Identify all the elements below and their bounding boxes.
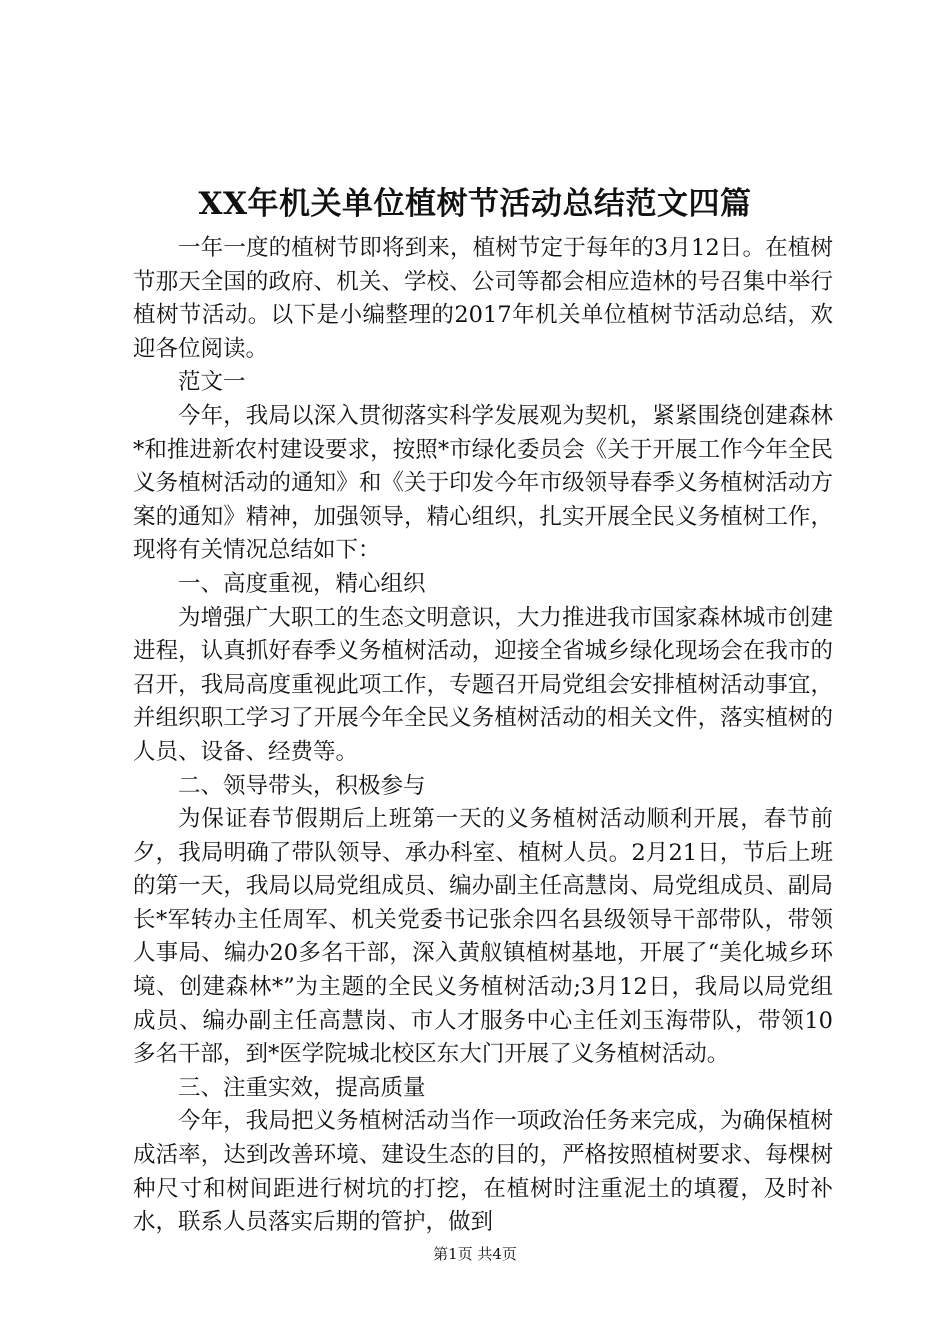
body-paragraph: 为增强广大职工的生态文明意识，大力推进我市国家森林城市创建进程，认真抓好春季义务植树活动，迎接全省城乡绿化现场会在我市的召开，我局高度重视此项工作，专题召开局党组会安排植树活动事宜，并组织职工学习了开展今年全民义务植树活动的相关文件，落实植树的人员、设备、经费等。 — [133, 604, 833, 765]
section-heading-3: 三、注重实效，提高质量 — [178, 1074, 426, 1101]
section-heading-sample-one: 范文一 — [178, 369, 246, 396]
body-paragraph: 为保证春节假期后上班第一天的义务植树活动顺利开展，春节前夕，我局明确了带队领导、承办科室、植树人员。2月21日，节后上班的第一天，我局以局党组成员、编办副主任高慧岗、局党组成员、副局长*军转办主任周军、机关党委书记张余四名县级领导干部带队，带领人事局、编办20多名干部，深入黄舣镇植树基地，开展了“美化城乡环境、创建森林*”为主题的全民义务植树活动;3月12日，我局以局党组成员、编办副主任高慧岗、市人才服务中心主任刘玉海带队，带领10多名干部，到*医学院城北校区东大门开展了义务植树活动。 — [133, 806, 833, 1068]
body-paragraph: 今年，我局以深入贯彻落实科学发展观为契机，紧紧围绕创建森林*和推进新农村建设要求，按照*市绿化委员会《关于开展工作今年全民义务植树活动的通知》和《关于印发今年市级领导春季义务植树活动方案的通知》精神，加强领导，精心组织，扎实开展全民义务植树工作，现将有关情况总结如下： — [133, 402, 833, 564]
page-footer: 第1页 共4页 — [433, 1245, 517, 1263]
document-body — [133, 232, 833, 1240]
document-title: XX年机关单位植树节活动总结范文四篇 — [198, 186, 752, 222]
section-heading-1: 一、高度重视，精心组织 — [178, 570, 426, 597]
intro-paragraph: 一年一度的植树节即将到来，植树节定于每年的3月12日。在植树节那天全国的政府、机关、学校、公司等都会相应造林的号召集中举行植树节活动。以下是小编整理的2017年机关单位植树节活动总结，欢迎各位阅读。 — [133, 235, 833, 362]
section-heading-2: 二、领导带头，积极参与 — [178, 772, 426, 799]
body-paragraph: 今年，我局把义务植树活动当作一项政治任务来完成，为确保植树成活率，达到改善环境、建设生态的目的，严格按照植树要求、每棵树种尺寸和树间距进行树坑的打挖，在植树时注重泥土的填覆，及时补水，联系人员落实后期的管护，做到 — [133, 1108, 833, 1236]
